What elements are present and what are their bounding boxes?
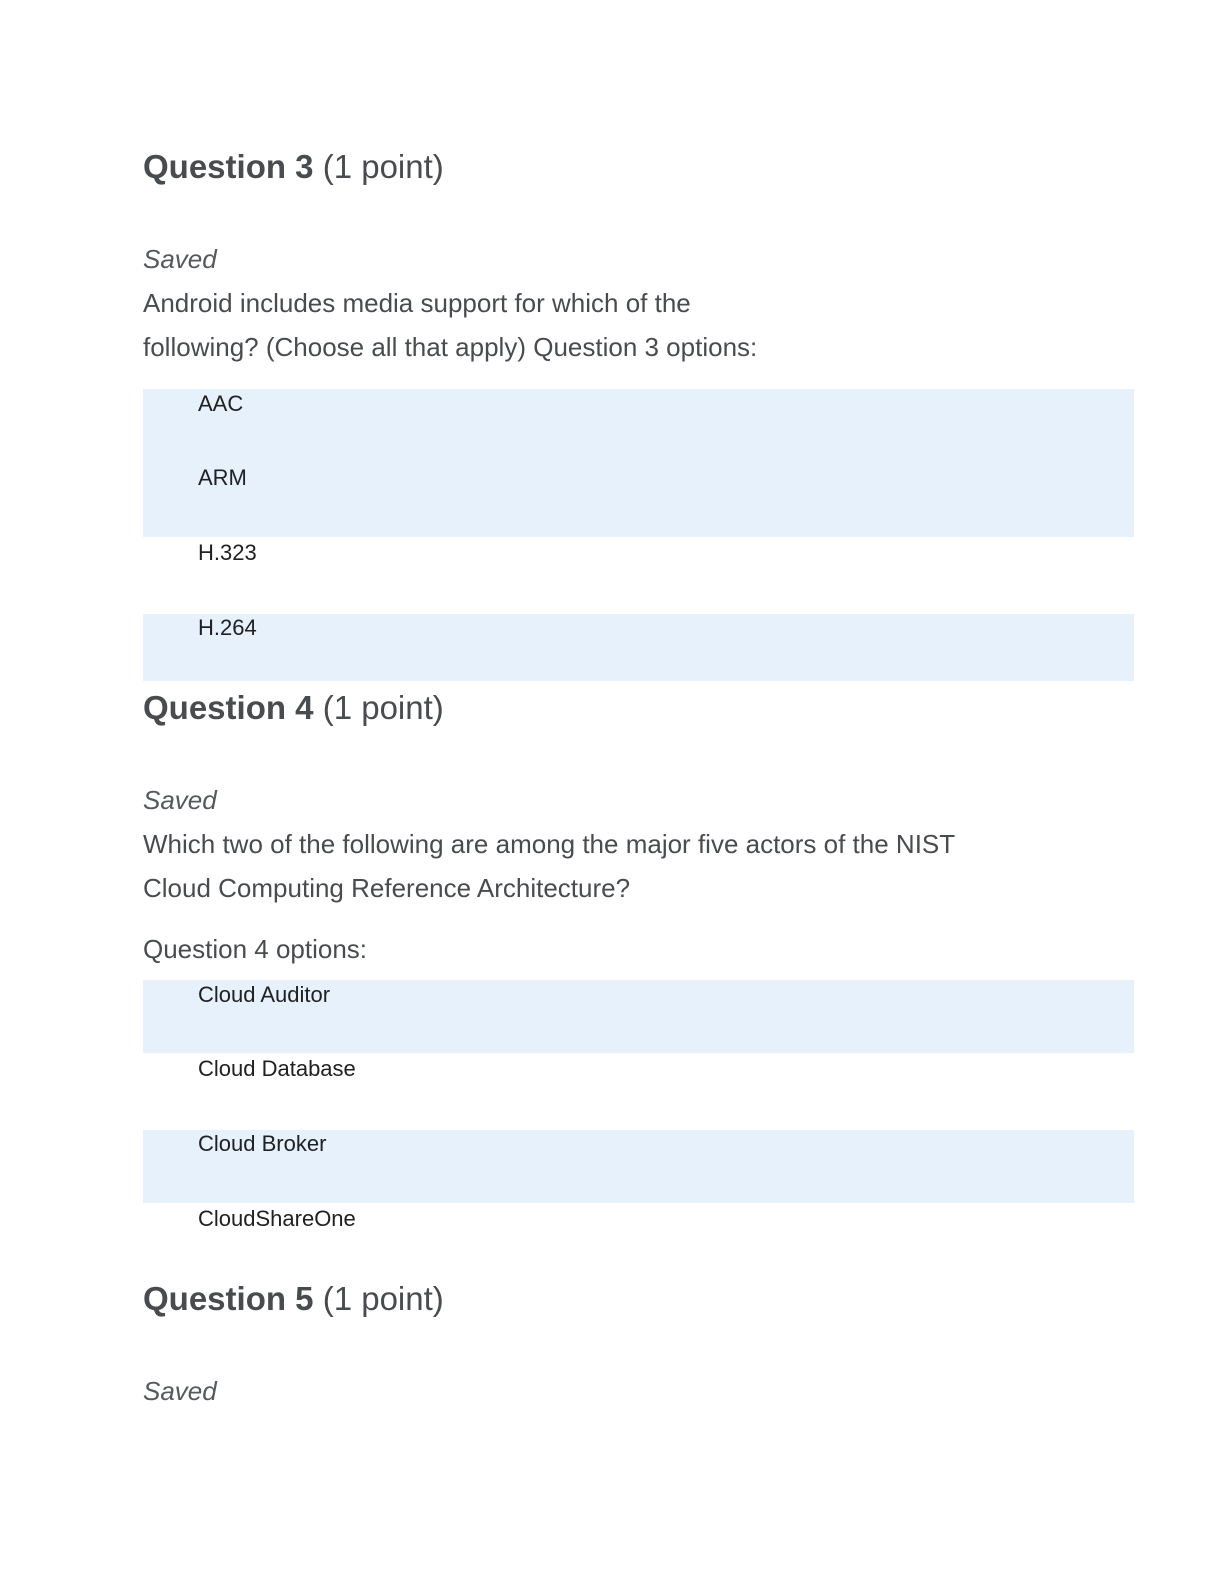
- question-3-text: [143, 281, 757, 369]
- option-cloudshareone[interactable]: CloudShareOne: [198, 1206, 356, 1231]
- question-points: (1 point): [322, 689, 444, 726]
- question-4-title: [143, 688, 444, 728]
- options-label: Question 4 options:: [143, 934, 368, 964]
- selected-option-highlight: [143, 389, 1134, 537]
- option-h264[interactable]: H.264: [198, 615, 257, 640]
- selected-option-highlight: [143, 614, 1134, 681]
- option-arm[interactable]: ARM: [198, 465, 247, 490]
- question-text-line: Cloud Computing Reference Architecture?: [143, 873, 631, 903]
- question-number: Question 4: [143, 689, 314, 726]
- question-3-title: [143, 147, 444, 187]
- option-cloud-auditor[interactable]: Cloud Auditor: [198, 982, 331, 1007]
- question-4-text: [143, 822, 955, 910]
- option-cloud-broker[interactable]: Cloud Broker: [198, 1131, 327, 1156]
- question-text-line: Android includes media support for which of the: [143, 288, 691, 318]
- option-h323[interactable]: H.323: [198, 540, 257, 565]
- option-aac[interactable]: AAC: [198, 391, 244, 416]
- question-5-title: [143, 1279, 444, 1319]
- option-cloud-database[interactable]: Cloud Database: [198, 1056, 356, 1081]
- saved-status: Saved: [143, 785, 217, 815]
- question-points: (1 point): [322, 1280, 444, 1317]
- question-text-line: following? (Choose all that apply) Question 3 options:: [143, 332, 758, 362]
- question-number: Question 5: [143, 1280, 314, 1317]
- question-text-line: Which two of the following are among the major five actors of the NIST: [143, 829, 956, 859]
- question-number: Question 3: [143, 148, 314, 185]
- saved-status: Saved: [143, 244, 217, 274]
- saved-status: Saved: [143, 1376, 217, 1406]
- question-points: (1 point): [322, 148, 444, 185]
